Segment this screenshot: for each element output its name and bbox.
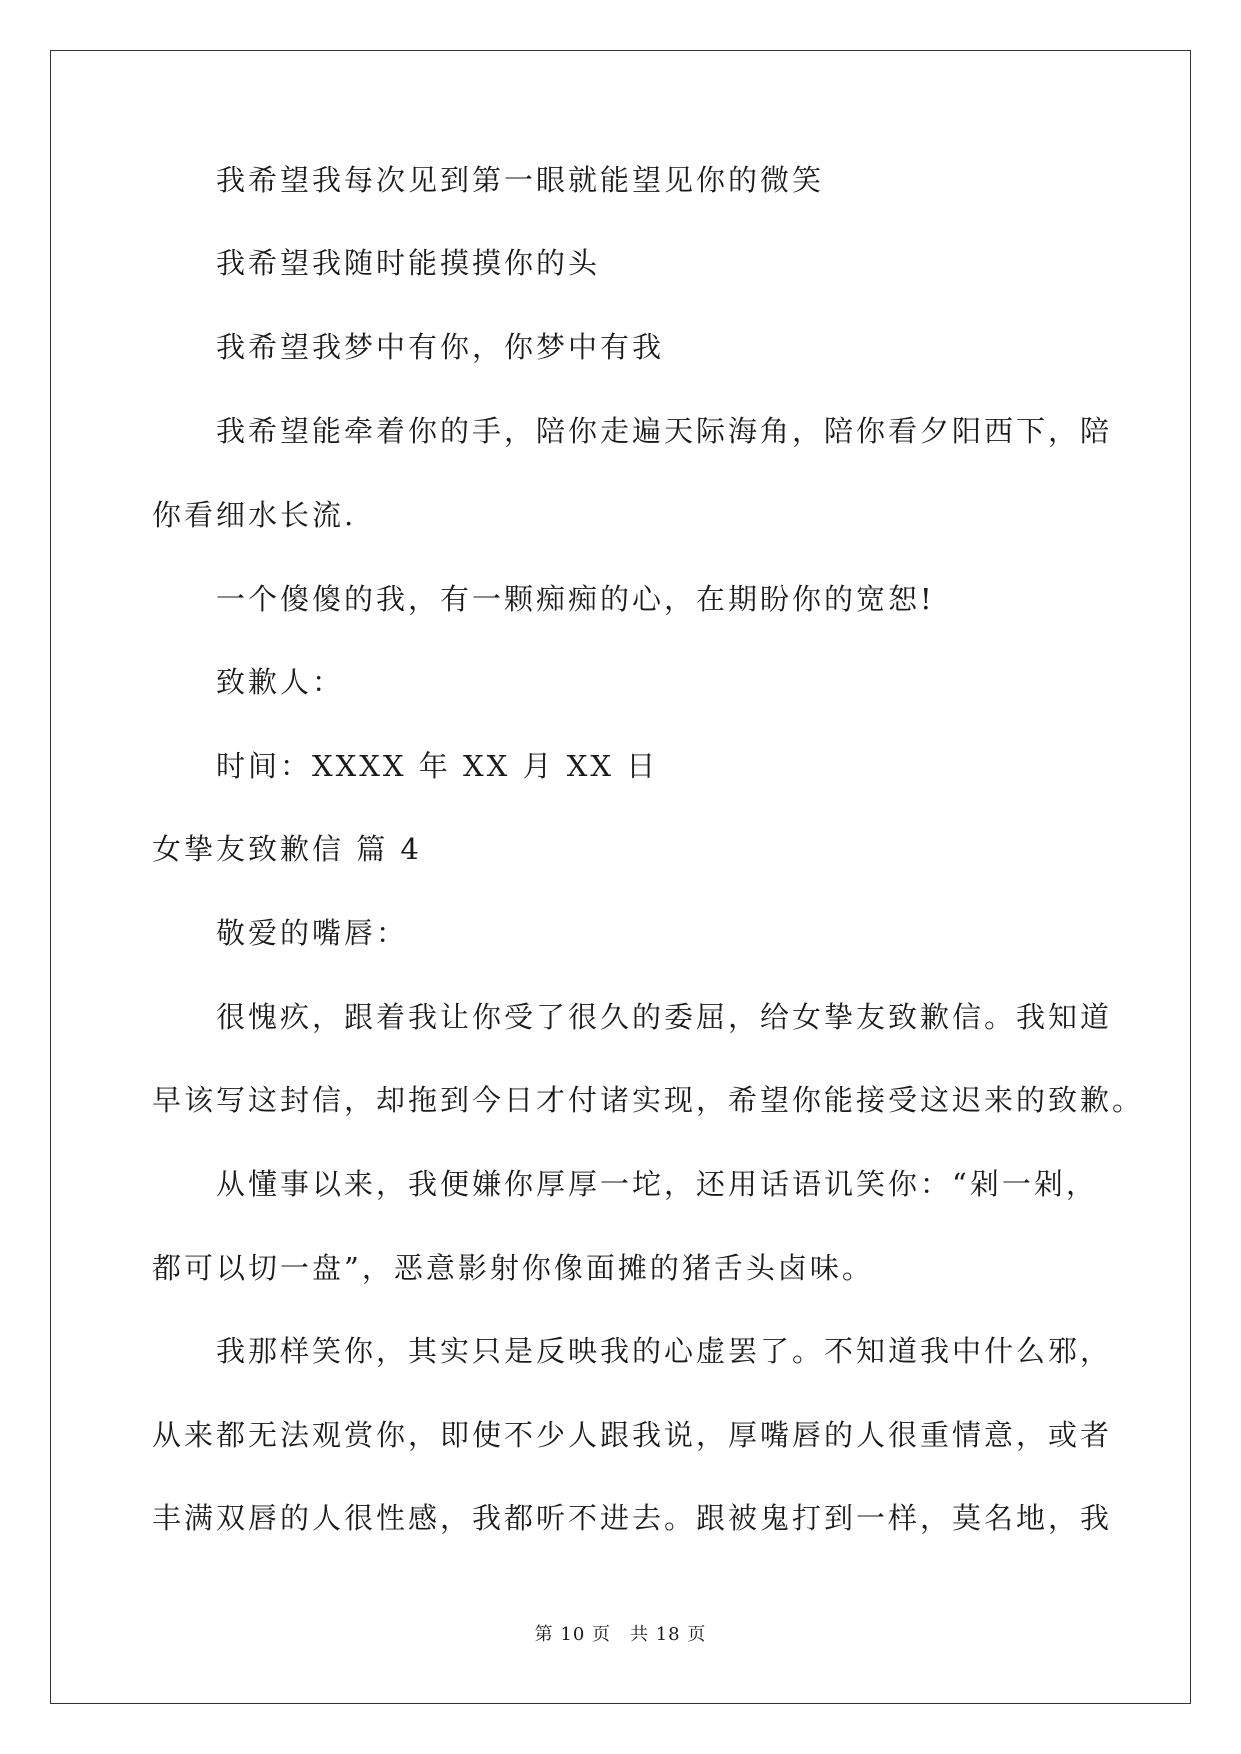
date-line: 时间：XXXX 年 XX 月 XX 日	[216, 749, 659, 783]
paragraph-line: 我希望能牵着你的手，陪你走遍天际海角，陪你看夕阳西下，陪	[216, 414, 1113, 448]
paragraph-line: 从来都无法观赏你，即使不少人跟我说，厚嘴唇的人很重情意，或者	[152, 1418, 1113, 1452]
salutation: 敬爱的嘴唇：	[216, 916, 409, 950]
paragraph-line: 丰满双唇的人很性感，我都听不进去。跟被鬼打到一样，莫名地，我	[152, 1501, 1113, 1535]
paragraph-line: 都可以切一盘”，恶意影射你像面摊的猪舌头卤味。	[152, 1251, 874, 1285]
paragraph-line: 我希望我梦中有你，你梦中有我	[216, 330, 665, 364]
paragraph-line: 很愧疚，跟着我让你受了很久的委屈，给女挚友致歉信。我知道	[216, 1000, 1113, 1034]
paragraph-line: 我那样笑你，其实只是反映我的心虚罢了。不知道我中什么邪，	[216, 1334, 1113, 1368]
paragraph-line: 我希望我随时能摸摸你的头	[216, 246, 601, 280]
paragraph-line: 一个傻傻的我，有一颗痴痴的心，在期盼你的宽恕!	[216, 582, 935, 616]
page-number-footer: 第 10 页 共 18 页	[534, 1624, 707, 1645]
section-heading: 女挚友致歉信 篇 4	[152, 832, 422, 866]
paragraph-line: 从懂事以来，我便嫌你厚厚一坨，还用话语讥笑你：“剁一剁，	[216, 1167, 1098, 1201]
paragraph-line: 你看细水长流.	[152, 498, 357, 532]
page-border	[50, 50, 1191, 1704]
paragraph-line: 早该写这封信，却拖到今日才付诸实现，希望你能接受这迟来的致歉。	[152, 1083, 1145, 1117]
signature-label: 致歉人：	[216, 665, 345, 699]
paragraph-line: 我希望我每次见到第一眼就能望见你的微笑	[216, 163, 825, 197]
